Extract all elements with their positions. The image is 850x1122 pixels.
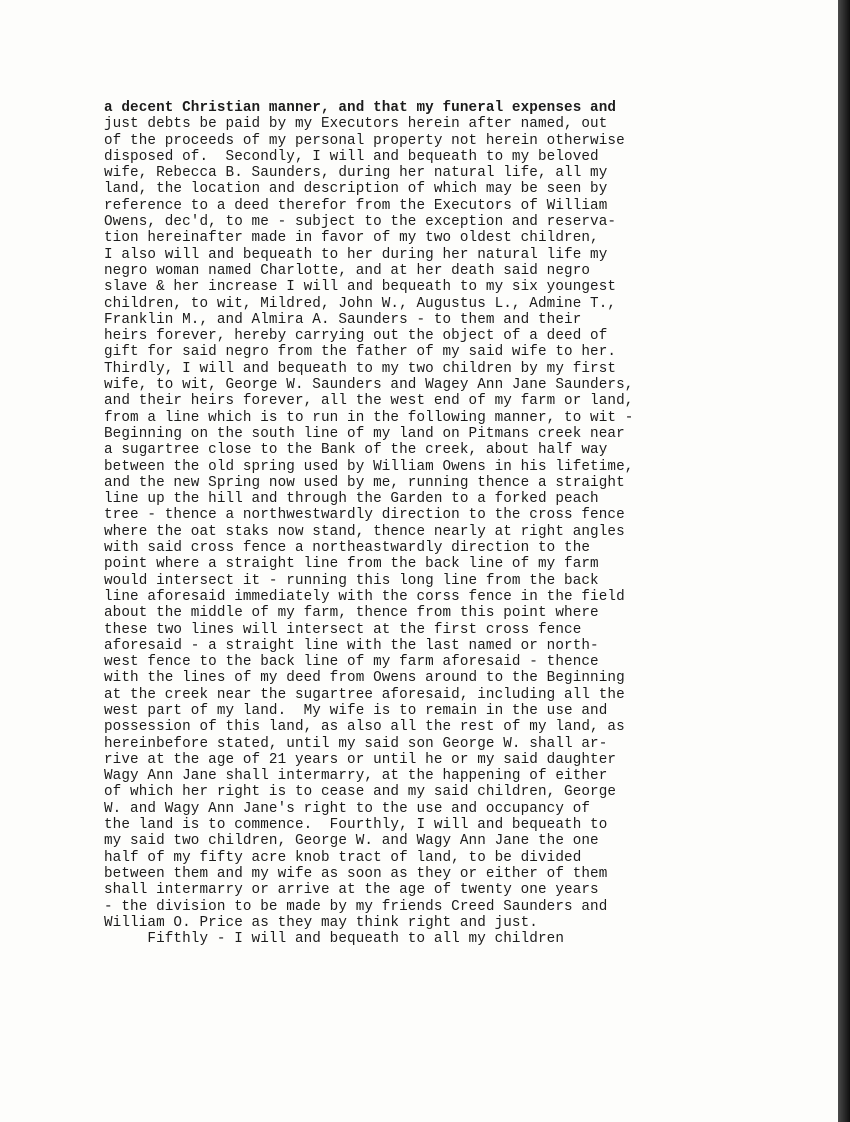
text-line-10: I also will and bequeath to her during her natural life my: [104, 246, 608, 263]
text-line-28: with said cross fence a northeastwardly direction to the: [104, 540, 591, 557]
text-line-35: west fence to the back line of my farm aforesaid - thence: [104, 654, 599, 671]
text-line-22: a sugartree close to the Bank of the creek, about half way: [104, 442, 608, 459]
text-line-48: between them and my wife as soon as they or either of them: [104, 865, 608, 882]
text-line-5: wife, Rebecca B. Saunders, during her natural life, all my: [104, 165, 608, 182]
text-line-34: aforesaid - a straight line with the last named or north-: [104, 637, 599, 654]
text-line-4: disposed of. Secondly, I will and bequeath to my beloved: [104, 148, 599, 165]
text-line-42: Wagy Ann Jane shall intermarry, at the happening of either: [104, 768, 608, 785]
text-line-23: between the old spring used by William Owens in his lifetime,: [104, 458, 634, 475]
text-line-33: these two lines will intersect at the first cross fence: [104, 621, 582, 638]
text-line-16: gift for said negro from the father of my said wife to her.: [104, 344, 617, 361]
text-line-21: Beginning on the south line of my land on Pitmans creek near: [104, 425, 625, 442]
text-line-46: my said two children, George W. and Wagy Ann Jane the one: [104, 833, 599, 850]
text-line-27: where the oat staks now stand, thence nearly at right angles: [104, 523, 625, 540]
text-line-49: shall intermarry or arrive at the age of twenty one years: [104, 882, 599, 899]
text-line-38: west part of my land. My wife is to remain in the use and: [104, 702, 608, 719]
text-line-36: with the lines of my deed from Owens around to the Beginning: [104, 670, 625, 687]
text-line-6: land, the location and description of which may be seen by: [104, 181, 608, 198]
text-line-17: Thirdly, I will and bequeath to my two children by my first: [104, 360, 617, 377]
text-line-37: at the creek near the sugartree aforesaid, including all the: [104, 686, 625, 703]
text-line-13: children, to wit, Mildred, John W., Augustus L., Admine T.,: [104, 295, 617, 312]
text-line-8: Owens, dec'd, to me - subject to the exception and reserva-: [104, 214, 617, 231]
text-line-11: negro woman named Charlotte, and at her death said negro: [104, 262, 591, 279]
text-line-19: and their heirs forever, all the west end of my farm or land,: [104, 393, 634, 410]
text-line-51: William O. Price as they may think right and just.: [104, 914, 538, 931]
text-line-1: a decent Christian manner, and that my funeral expenses and: [104, 100, 617, 116]
text-line-39: possession of this land, as also all the rest of my land, as: [104, 719, 625, 736]
document-body: [104, 100, 724, 947]
text-line-24: and the new Spring now used by me, running thence a straight: [104, 474, 625, 491]
text-line-14: Franklin M., and Almira A. Saunders - to them and their: [104, 311, 582, 328]
text-line-18: wife, to wit, George W. Saunders and Wagey Ann Jane Saunders,: [104, 377, 634, 394]
text-line-52: Fifthly - I will and bequeath to all my children: [104, 931, 565, 948]
text-line-3: of the proceeds of my personal property not herein otherwise: [104, 132, 625, 149]
text-line-2: just debts be paid by my Executors herein after named, out: [104, 116, 608, 133]
text-line-26: tree - thence a northwestwardly direction to the cross fence: [104, 507, 625, 524]
text-line-29: point where a straight line from the back line of my farm: [104, 556, 599, 573]
text-line-45: the land is to commence. Fourthly, I will and bequeath to: [104, 817, 608, 834]
scan-edge-shadow: [838, 0, 850, 1122]
text-line-30: would intersect it - running this long line from the back: [104, 572, 599, 589]
text-line-12: slave & her increase I will and bequeath to my six youngest: [104, 279, 617, 296]
text-line-32: about the middle of my farm, thence from this point where: [104, 605, 599, 622]
text-line-31: line aforesaid immediately with the corss fence in the field: [104, 588, 625, 605]
text-line-7: reference to a deed therefor from the Executors of William: [104, 197, 608, 214]
text-line-47: half of my fifty acre knob tract of land, to be divided: [104, 849, 582, 866]
text-line-50: - the division to be made by my friends Creed Saunders and: [104, 898, 608, 915]
text-line-40: hereinbefore stated, until my said son George W. shall ar-: [104, 735, 608, 752]
text-line-25: line up the hill and through the Garden to a forked peach: [104, 491, 599, 508]
text-line-44: W. and Wagy Ann Jane's right to the use and occupancy of: [104, 800, 591, 817]
text-line-9: tion hereinafter made in favor of my two oldest children,: [104, 230, 599, 247]
text-line-41: rive at the age of 21 years or until he or my said daughter: [104, 751, 617, 768]
text-line-15: heirs forever, hereby carrying out the object of a deed of: [104, 328, 608, 345]
text-line-20: from a line which is to run in the following manner, to wit -: [104, 409, 634, 426]
text-line-43: of which her right is to cease and my said children, George: [104, 784, 617, 801]
